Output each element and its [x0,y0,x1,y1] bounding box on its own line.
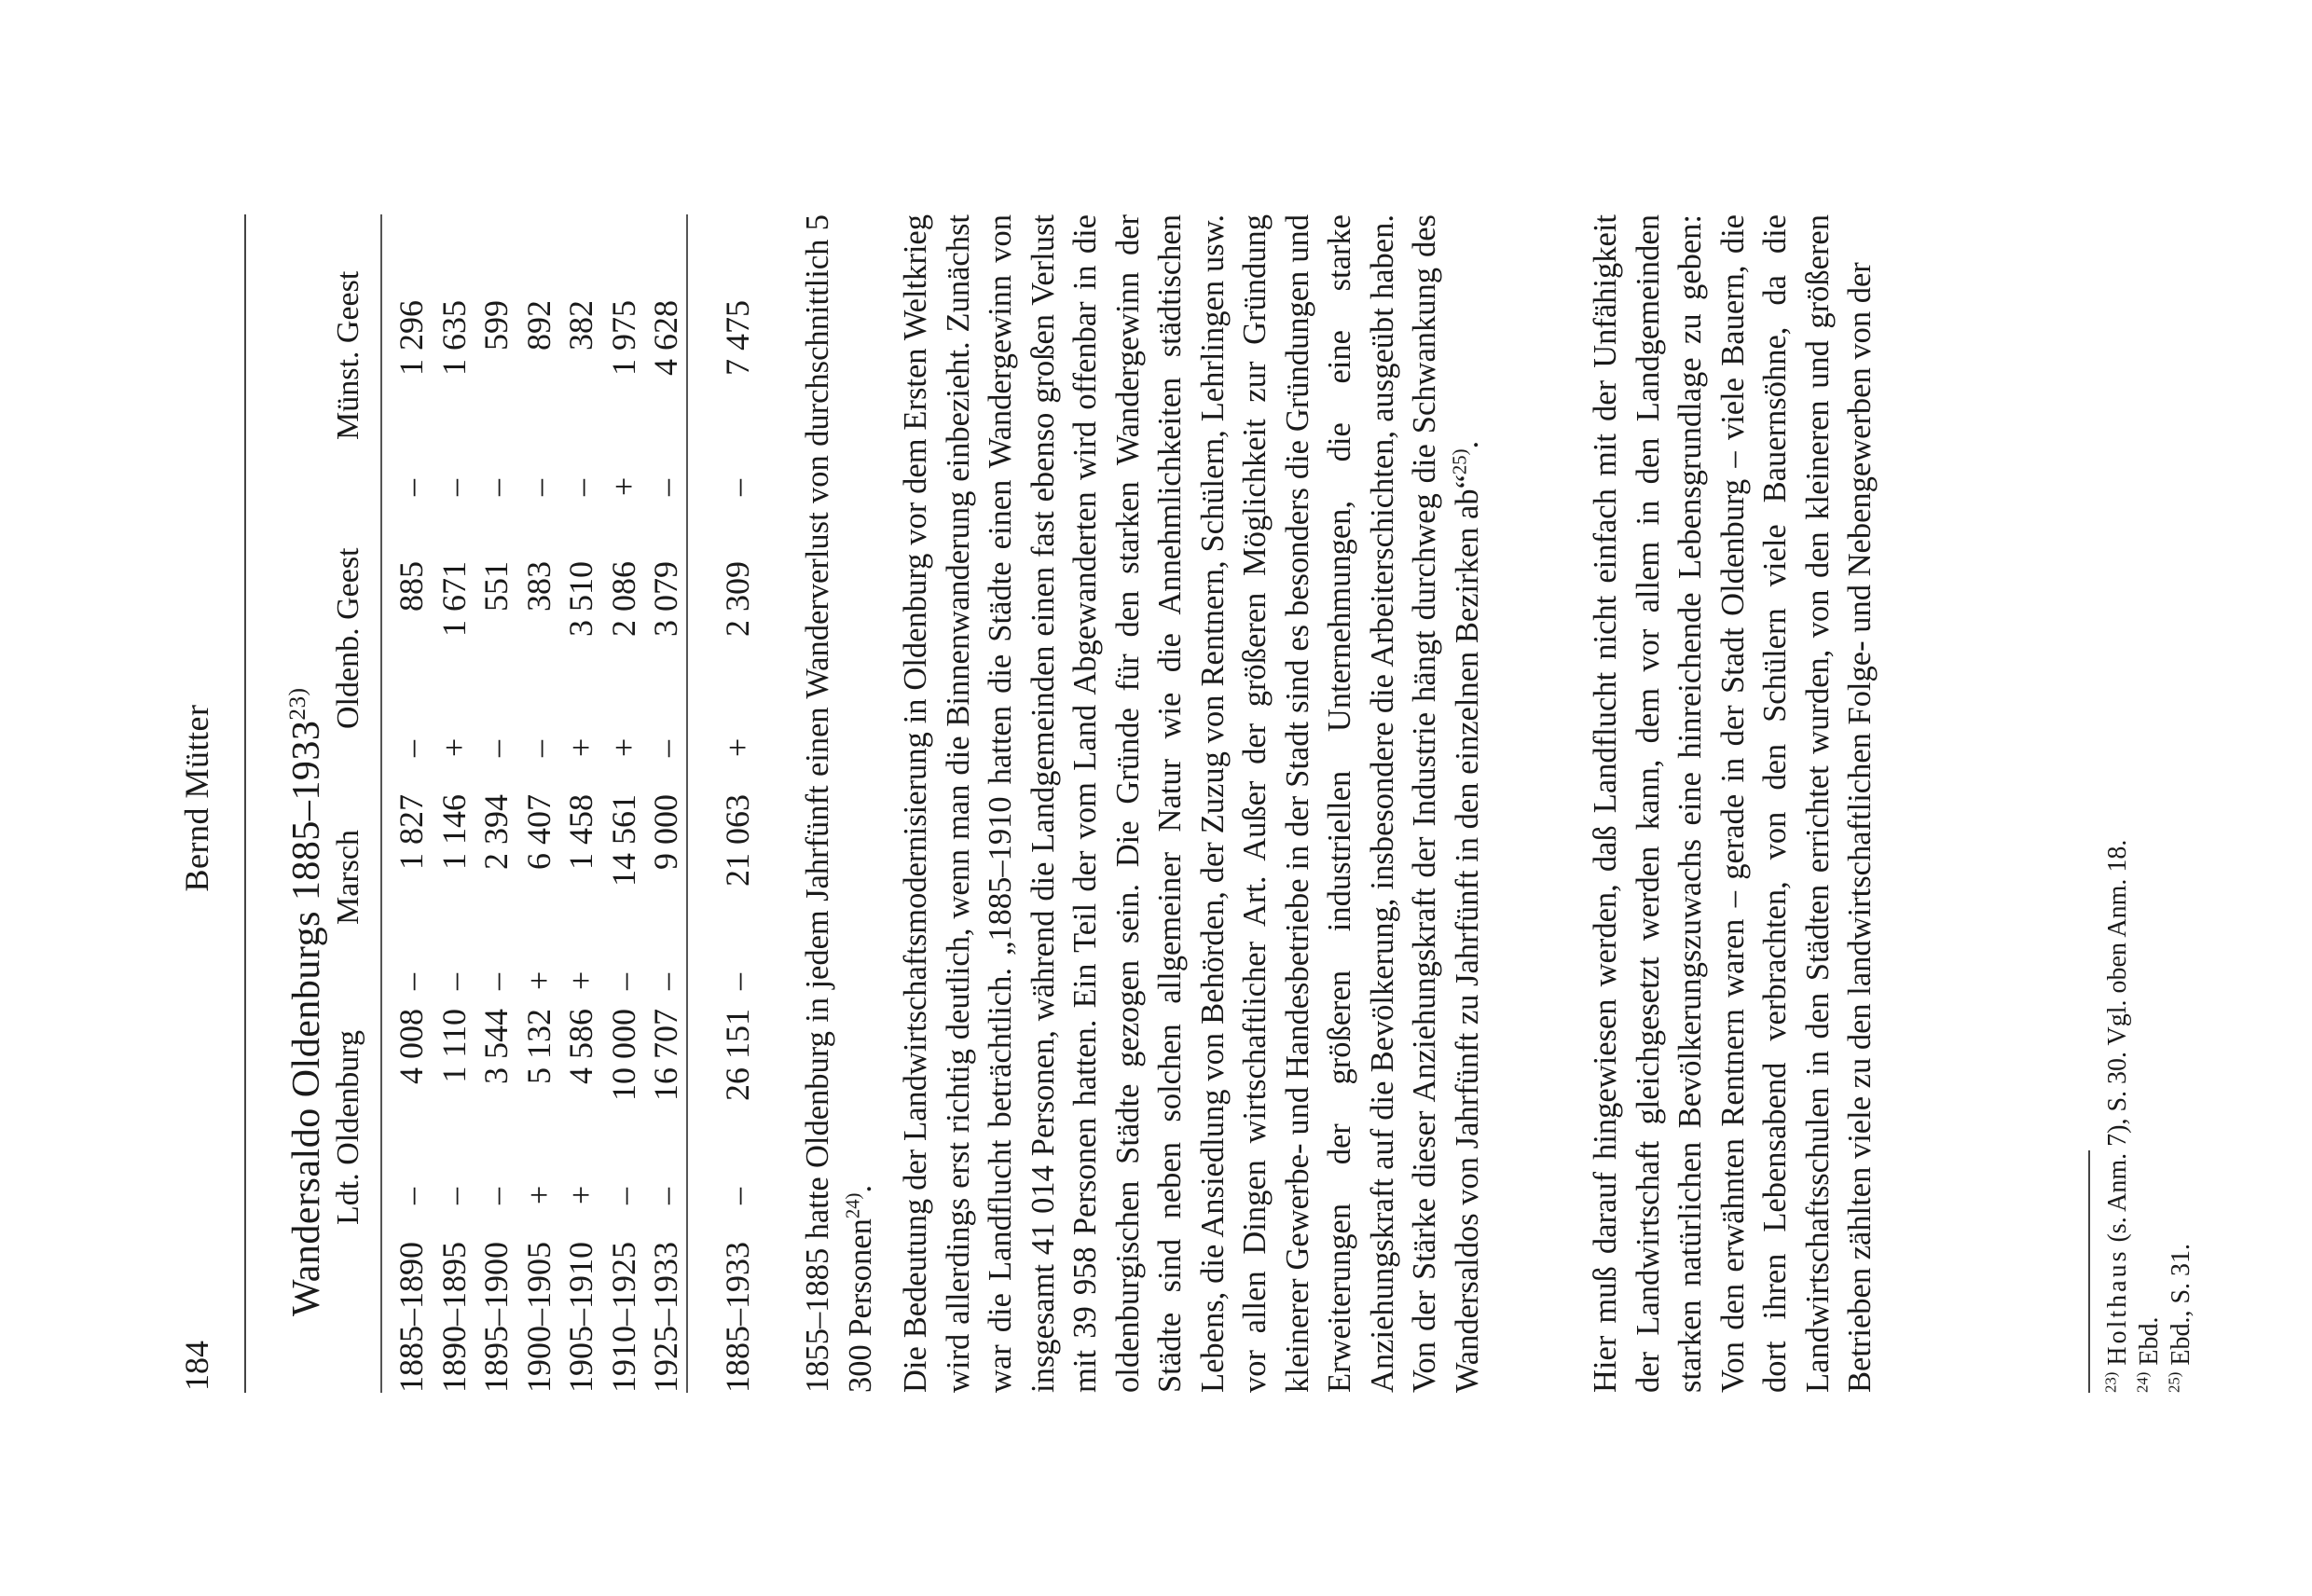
table-row-cell [433,794,475,990]
table-row-period: 1885–1890 [392,1242,430,1393]
table-row-period: 1900–1905 [519,1242,557,1393]
table-row-cell [433,561,475,757]
value: 2 394 [477,794,515,870]
sign: – [392,479,430,496]
sign: – [647,973,684,990]
sign: – [392,1188,430,1204]
sign: – [434,1188,473,1204]
value: 10 000 [604,1009,642,1101]
value: 383 [519,561,557,612]
footnote-rule [2088,1150,2090,1393]
footnote-text: Ebd. [2135,1316,2164,1366]
value: 5 132 [519,1009,557,1084]
table-title-text: Wandersaldo Oldenburgs 1885–1933 [285,720,328,1316]
table-row-period: 1890–1895 [434,1242,473,1393]
table-row-cell [517,794,560,990]
paragraph-1: 1855–1885 hatte Oldenburg in jedem Jahrfünft einen Wanderverlust von durchschnittlich 5 300 Personen$^{24)}$. [800,214,878,1393]
sign: – [719,973,756,990]
sign: – [434,479,473,496]
table-row-cell [644,300,687,496]
value: 551 [477,561,515,612]
paragraph-2: Die Bedeutung der Landwirtschaftsmodernisierung in Oldenburg vor dem Ersten Weltkrieg wird allerdings erst richtig deutlich, wenn man die Binnenwanderung einbezieht. Zunächst war die Landflucht beträchtlich. „1885–1910 hatten die Städte einen Wandergewinn von insgesamt 41 014 Personen, während die Landgemeinden einen fast ebenso großen Verlust mit 39 958 Personen hatten. Ein Teil der vom Land Abgewanderten wird offenbar in die oldenburgischen Städte gezogen sein. Die Gründe für den starken Wandergewinn der Städte sind neben solchen allgemeiner Natur wie die Annehmlichkeiten städtischen Lebens, die Ansiedlung von Behörden, der Zuzug von Rentnern, Schülern, Lehrlingen usw. vor allen Dingen wirtschaftlicher Art. Außer der größeren Möglichkeit zur Gründung kleinerer Gewerbe- und Handesbetriebe in der Stadt sind es besonders die Gründungen und Erweiterungen der größeren industriellen Unternehmungen, die eine starke Anziehungskraft auf die Bevölkerung, insbesondere die Arbeiterschichten, ausgeübt haben. Von der Stärke dieser Anziehungskraft der Industrie hängt durchweg die Schwankung des Wandersaldos von Jahrfünft zu Jahrfünft in den einzelnen Bezirken ab“$^{25)}$. [898,214,1485,1393]
value: 16 707 [647,1009,684,1101]
value: 21 063 [719,794,756,887]
sign: – [719,479,756,496]
value: 4 628 [647,300,684,376]
value: 26 151 [719,1009,756,1101]
table-row-cell [475,794,517,990]
sign: + [519,1185,557,1204]
table-row-cell [644,794,687,990]
value: 3 544 [477,1009,515,1084]
footnote-ref-23: 23) [285,687,310,721]
sign: – [604,973,642,990]
sign: + [562,737,599,757]
footnote-author: Holthaus [2103,1248,2132,1366]
paragraph-3-text: Hier muß darauf hingewiesen werden, daß Landflucht nicht einfach mit der Unfähigkeit der Landwirtschaft gleichgesetzt werden kann, dem vor allem in den Landgemeinden starken natürlichen Bevölkerungszuwachs eine hinreichende Lebensgrundlage zu geben: Von den erwähnten Rentnern waren – gerade in der Stadt Oldenburg – viele Bauern, die dort ihren Lebensabend verbrachten, von den Schülern viele Bauernsöhne, da die Landwirtschaftsschulen in den Städten errichtet wurden, von den kleineren und größeren Betrieben zählten viele zu den landwirtschaftlichen Folge- und Nebengewerben von der [1588,214,1878,1393]
value: 1 827 [392,794,430,870]
sign: – [647,1188,684,1204]
table-row-cell [559,794,602,990]
sign: – [477,1188,515,1204]
table-row-cell [602,561,645,757]
value: 1 296 [392,300,430,376]
value: 3 510 [562,561,599,637]
sign: – [519,740,557,757]
value: 1 146 [434,794,473,870]
value: 599 [477,300,515,351]
sign: + [562,1185,599,1204]
table-row-cell [559,300,602,496]
header-rule [244,214,246,1393]
footnote-text: (s. Anm. 7), S. 30. Vgl. oben Anm. 18. [2103,839,2132,1249]
table-row-period: 1925–1933 [647,1242,684,1393]
sign: – [519,479,557,496]
sign: – [477,740,515,757]
value: 4 586 [562,1009,599,1084]
table-total-row-cell [716,561,759,757]
table-row-period: 1910–1925 [604,1242,642,1393]
sign: + [562,970,599,990]
sign: – [647,479,684,496]
running-head: Bernd Mütter [178,704,215,892]
column-header-muenst-geest: Münst. Geest [331,270,365,440]
sign: – [647,740,684,757]
sign: – [434,973,473,990]
footnote [2102,214,2134,1393]
value: 2 309 [719,561,756,637]
value: 9 000 [647,794,684,870]
value: 4 008 [392,1009,430,1084]
table-total-row-cell [716,300,759,496]
value: 1 635 [434,300,473,376]
sign: + [719,737,756,757]
value: 3 079 [647,561,684,637]
sign: – [719,1188,756,1204]
table-total-row-cell [716,794,759,990]
table-row-period: 1895–1900 [477,1242,515,1393]
value: 2 086 [604,561,642,637]
column-header-ldt-oldenburg: Ldt. Oldenburg [331,1029,365,1225]
table-row-cell [433,1009,475,1204]
table-row-cell [559,561,602,757]
sign: – [477,973,515,990]
table-row-cell [602,300,645,496]
table-row-cell [602,1009,645,1204]
sign: – [392,973,430,990]
value: 892 [519,300,557,351]
value: 14 561 [604,794,642,887]
page-number: 184 [178,1341,215,1391]
table-row-cell [433,300,475,496]
sign: + [604,476,642,496]
sign: – [562,479,599,496]
table-row-cell [517,300,560,496]
footnote-mark: 23) [2101,1371,2120,1393]
table-row-cell [602,794,645,990]
table-total-row-cell [716,1009,759,1204]
table-row-cell [390,561,433,757]
table-row-cell [517,1009,560,1204]
value: 1 458 [562,794,599,870]
sign: – [604,1188,642,1204]
footnote-mark: 24) [2133,1371,2152,1393]
sign: + [434,737,473,757]
table-total-row-period: 1885–1933 [719,1242,756,1393]
column-header-marsch: Marsch [331,830,365,925]
table-row-cell [390,300,433,496]
footnote [2166,214,2197,1393]
table-row-cell [475,300,517,496]
sign: + [519,970,557,990]
table-row-cell [390,1009,433,1204]
footnote-mark: 25) [2165,1371,2183,1393]
paragraph-3 [1585,214,1882,1393]
sign: + [604,737,642,757]
value: 6 407 [519,794,557,870]
value: 1 975 [604,300,642,376]
value: 7 475 [719,300,756,376]
sign: – [392,740,430,757]
table-row-cell [517,561,560,757]
table-title [284,688,329,1317]
paragraph-1-text: 1855–1885 hatte Oldenburg in jedem Jahrfünft einen Wanderverlust von durchschnittlich 5 300 Personen [800,214,878,1393]
table-row-cell [644,561,687,757]
footnote-text: Ebd., S. 31. [2167,1243,2195,1366]
value: 885 [392,561,430,612]
value: 1 671 [434,561,473,637]
table-row-cell [475,561,517,757]
footnote-ref-25: 25) [1450,448,1470,475]
value: 1 110 [434,1009,473,1083]
table-row-cell [390,794,433,990]
table-top-rule [380,214,382,1393]
sign: – [477,479,515,496]
table-row-cell [559,1009,602,1204]
column-header-oldenb-geest: Oldenb. Geest [331,547,365,729]
table-row-cell [644,1009,687,1204]
paragraph-2-text: Die Bedeutung der Landwirtschaftsmodernisierung in Oldenburg vor dem Ersten Weltkrieg wird allerdings erst richtig deutlich, wenn man die Binnenwanderung einbezieht. Zunächst war die Landflucht beträchtlich. „1885–1910 hatten die Städte einen Wandergewinn von insgesamt 41 014 Personen, während die Landgemeinden einen fast ebenso großen Verlust mit 39 958 Personen hatten. Ein Teil der vom Land Abgewanderten wird offenbar in die oldenburgischen Städte gezogen sein. Die Gründe für den starken Wandergewinn der Städte sind neben solchen allgemeiner Natur wie die Annehmlichkeiten städtischen Lebens, die Ansiedlung von Behörden, der Zuzug von Rentnern, Schülern, Lehrlingen usw. vor allen Dingen wirtschaftlicher Art. Außer der größeren Möglichkeit zur Gründung kleinerer Gewerbe- und Handesbetriebe in der Stadt sind es besonders die Gründungen und Erweiterungen der größeren industriellen Unternehmungen, die eine starke Anziehungskraft auf die Bevölkerung, insbesondere die Arbeiterschichten, ausgeübt haben. Von der Stärke dieser Anziehungskraft der Industrie hängt durchweg die Schwankung des Wandersaldos von Jahrfünft zu Jahrfünft in den einzelnen Bezirken ab“ [898,214,1485,1393]
table-bottom-rule [686,214,688,1393]
table-row-period: 1905–1910 [562,1242,599,1393]
footnote [2134,214,2166,1393]
value: 382 [562,300,599,351]
table-row-cell [475,1009,517,1204]
footnotes [2102,214,2197,1393]
footnote-ref-24: 24) [843,1192,863,1219]
